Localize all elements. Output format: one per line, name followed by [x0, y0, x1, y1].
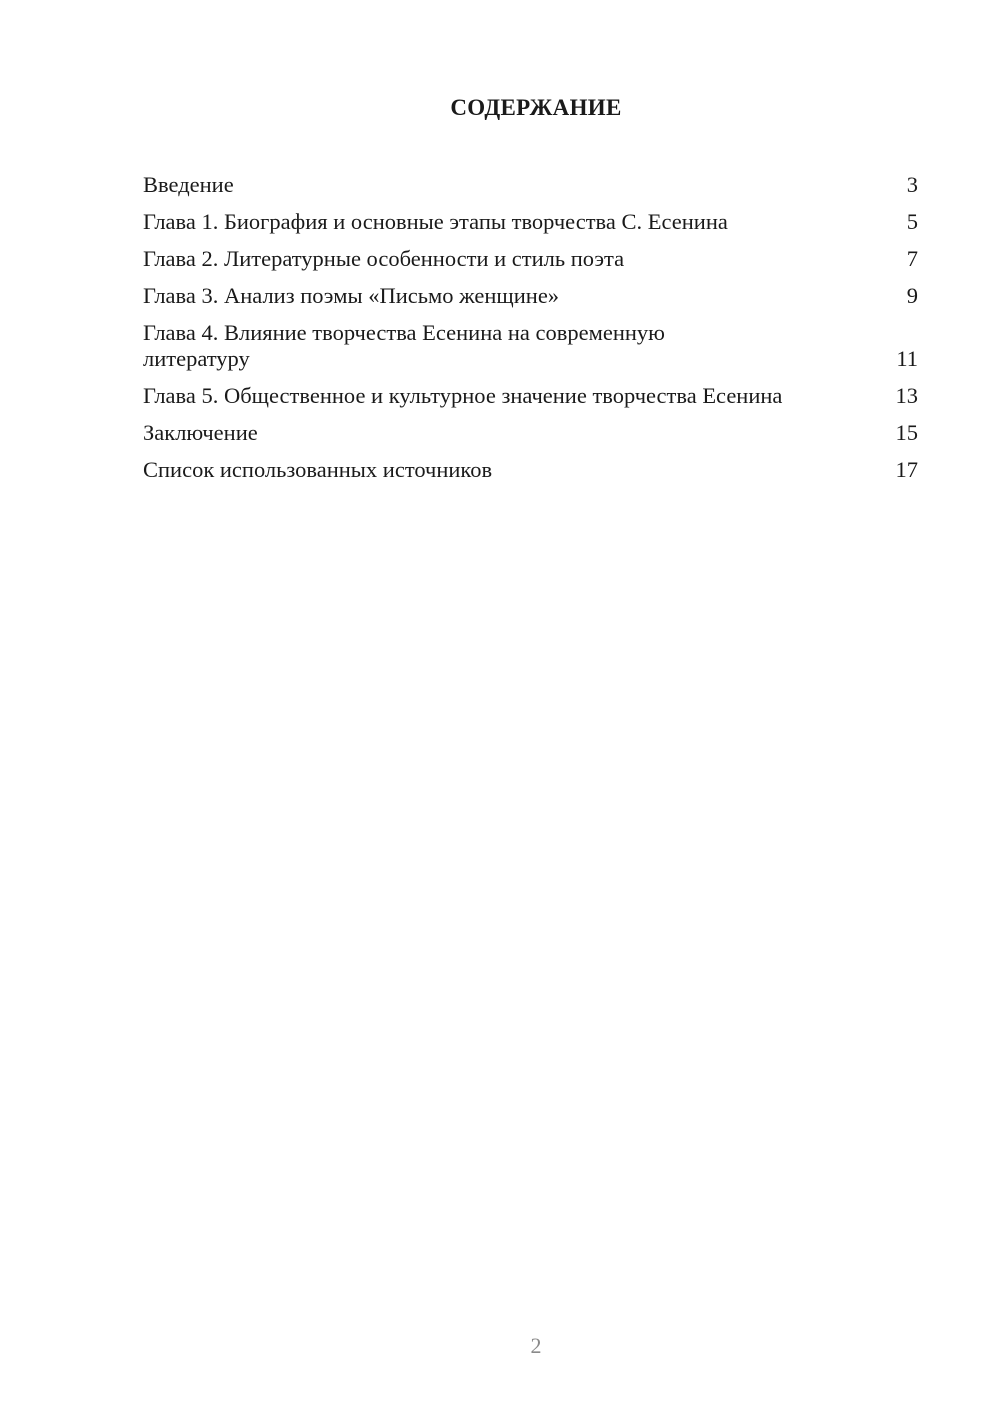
toc-entry-page: 5 [906, 209, 918, 234]
toc-entry-page: 7 [906, 246, 918, 271]
toc-entry [143, 383, 918, 409]
toc-entry-label: Глава 4. Влияние творчества Есенина на современную литературу [143, 320, 665, 371]
toc-entry-page: 13 [895, 383, 918, 408]
page-number: 2 [530, 1333, 542, 1358]
table-of-contents [143, 172, 918, 494]
toc-entry-page: 11 [896, 346, 918, 371]
toc-entry-page: 15 [895, 420, 918, 445]
toc-entry [143, 283, 918, 309]
toc-title: СОДЕРЖАНИЕ [450, 95, 622, 120]
toc-entry-label: Список использованных источников [143, 457, 493, 482]
toc-entry-page: 3 [906, 172, 918, 197]
toc-entry-label: Глава 3. Анализ поэмы «Письмо женщине» [143, 283, 560, 308]
toc-entry [143, 172, 918, 198]
toc-entry-label: Глава 1. Биография и основные этапы творчества С. Есенина [143, 209, 728, 234]
toc-entry-label: Глава 5. Общественное и культурное значение творчества Есенина [143, 383, 783, 408]
toc-entry-label: Глава 2. Литературные особенности и стиль поэта [143, 246, 625, 271]
toc-entry-label: Введение [143, 172, 234, 197]
toc-entry [143, 420, 918, 446]
toc-entry-label: Заключение [143, 420, 258, 445]
toc-entry [143, 457, 918, 483]
toc-entry [143, 246, 918, 272]
toc-entry [143, 320, 918, 372]
toc-entry-page: 9 [906, 283, 918, 308]
toc-entry-page: 17 [895, 457, 918, 482]
toc-entry [143, 209, 918, 235]
